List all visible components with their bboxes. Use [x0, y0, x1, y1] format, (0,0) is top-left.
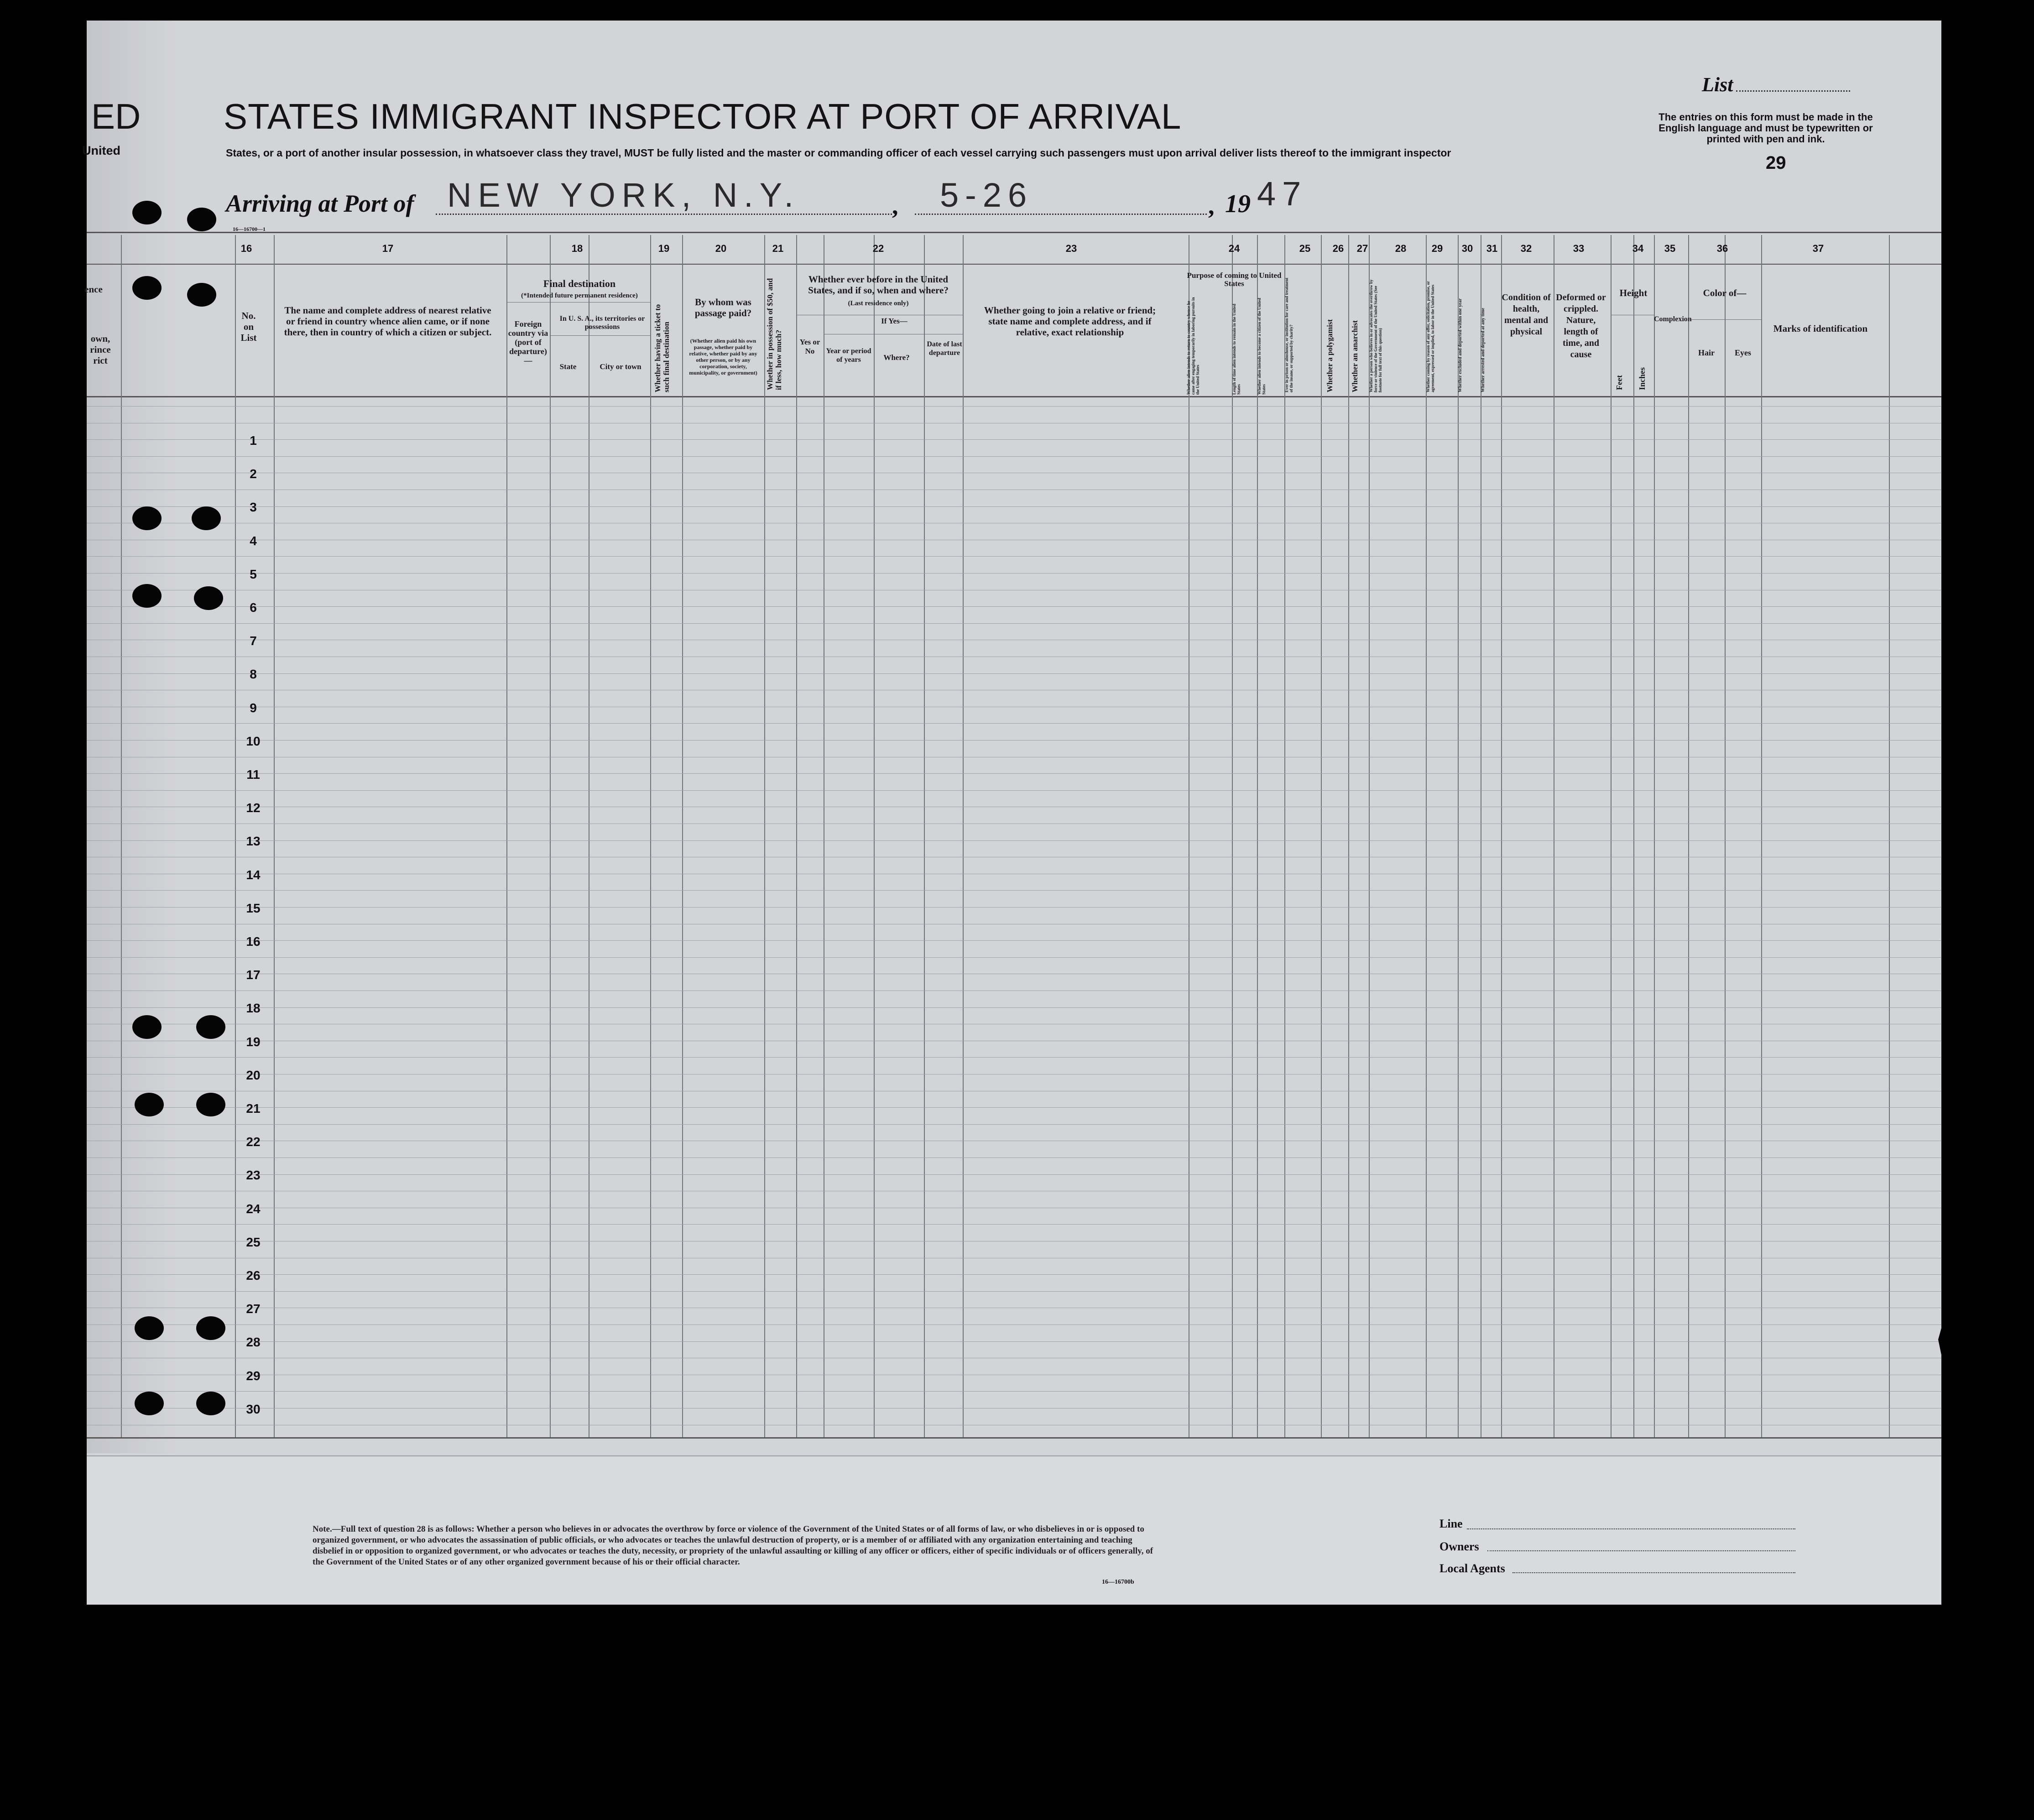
column-number: 32: [1520, 243, 1532, 254]
col24-title: Purpose of coming to United States: [1187, 271, 1282, 288]
ruled-line: [87, 773, 1941, 774]
column-number: 34: [1632, 243, 1644, 254]
ruled-line: [87, 957, 1941, 958]
punch-hole: [135, 1316, 164, 1340]
row-number: 27: [246, 1302, 261, 1316]
form-title: STATES IMMIGRANT INSPECTOR AT PORT OF ARRIVAL: [224, 96, 1182, 136]
column-number: 26: [1332, 243, 1344, 254]
row-number: 21: [246, 1101, 261, 1116]
grid-vertical-line: [1426, 235, 1427, 1437]
ruled-line: [87, 940, 1941, 941]
comma: ,: [1208, 192, 1215, 219]
column-number: 17: [382, 243, 394, 254]
row-number: 28: [246, 1335, 261, 1349]
column-number: 29: [1431, 243, 1443, 254]
ruled-line: [87, 790, 1941, 791]
row-number: 19: [246, 1035, 261, 1049]
column-number: 33: [1573, 243, 1585, 254]
comma: ,: [892, 192, 898, 219]
row-number: 3: [250, 500, 257, 514]
row-number: 18: [246, 1001, 261, 1015]
grid-vertical-line: [1889, 235, 1890, 1437]
cut-fragment: rince: [90, 344, 111, 355]
table-top-rule: [87, 232, 1941, 233]
cut-fragment: rict: [93, 355, 108, 366]
row-number: 30: [246, 1402, 261, 1416]
cut-fragment: ence: [84, 284, 103, 295]
grid-vertical-line: [682, 235, 683, 1437]
grid-vertical-line: [1257, 235, 1258, 1437]
grid-vertical-line: [650, 235, 651, 1437]
ruled-line: [87, 1274, 1941, 1275]
col22-ifyes: If Yes—: [881, 317, 907, 325]
col22-where: Where?: [883, 353, 910, 362]
row-number: 26: [246, 1268, 261, 1283]
col18-usa: In U. S. A., its territories or possessions: [559, 315, 645, 331]
column-number: 16: [240, 243, 252, 254]
column-number: 28: [1395, 243, 1407, 254]
row-number: 11: [246, 767, 260, 782]
year-prefix: 19: [1225, 190, 1251, 218]
ruled-line: [87, 1391, 1941, 1392]
row-number: 5: [250, 567, 257, 581]
column-number: 30: [1461, 243, 1473, 254]
grid-vertical-line: [1232, 235, 1233, 1437]
ruled-line: [87, 740, 1941, 741]
ruled-line: [87, 1341, 1941, 1342]
local-agents-label: Local Agents: [1439, 1562, 1505, 1575]
column-number: 25: [1299, 243, 1311, 254]
form-number: 16—16700b: [1102, 1579, 1134, 1585]
ruled-line: [87, 406, 1941, 407]
form-code: 16—16700—1: [233, 226, 266, 232]
ruled-line: [87, 673, 1941, 674]
ruled-line: [87, 840, 1941, 841]
grid-vertical-line: [1458, 235, 1459, 1437]
grid-vertical-line: [274, 235, 275, 1437]
grid-vertical-line: [1284, 235, 1285, 1437]
cut-united-fragment: United: [82, 144, 120, 157]
grid-vertical-line: [1369, 235, 1370, 1437]
owners-label: Owners: [1439, 1540, 1479, 1553]
col31-header: Whether arrested and deported at any time: [1481, 308, 1486, 392]
punch-hole: [196, 1015, 225, 1039]
list-number-field[interactable]: [1736, 90, 1850, 92]
col18-title: Final destination: [543, 278, 616, 289]
col16-header: No. on List: [240, 310, 257, 343]
column-number: 22: [872, 243, 884, 254]
grid-vertical-line: [506, 235, 507, 1437]
ruled-line: [87, 439, 1941, 440]
local-agents-field[interactable]: [1512, 1572, 1795, 1573]
grid-vertical-line: [235, 235, 236, 1437]
col22-title: Whether ever before in the United States, and if so, when and where?: [808, 274, 949, 296]
ruled-line: [87, 1174, 1941, 1175]
col27-header: Whether an anarchist: [1351, 320, 1359, 392]
col34-feet: Feet: [1615, 375, 1624, 390]
col29-header: Whether coming by reason of any offer, solicitation, promise, or agreement, expressed or implied, to labor in the United States: [1426, 281, 1435, 392]
ruled-line: [87, 1291, 1941, 1292]
col19-header: Whether having a ticket to such final destination: [653, 304, 671, 392]
column-number: 37: [1812, 243, 1824, 254]
col26-header: Whether a polygamist: [1325, 319, 1334, 392]
line-field[interactable]: [1467, 1528, 1795, 1529]
col30-header: Whether excluded and deported within one year: [1458, 298, 1463, 392]
punch-hole: [187, 283, 216, 307]
col24-return: Whether alien intends to return to country whence he came after engaging temporarily in laboring pursuits in the United States: [1186, 297, 1200, 395]
row-number: 4: [250, 534, 257, 548]
form-subtitle: States, or a port of another insular possession, in whatsoever class they travel, MUST be fully listed and the master or commanding officer of each vessel carrying such passengers must upon arrival deliver lists thereof to the immigrant inspector: [226, 147, 1451, 159]
ruled-line: [87, 606, 1941, 607]
column-number: 20: [715, 243, 727, 254]
year-value[interactable]: 47: [1257, 175, 1308, 213]
punch-hole: [194, 586, 223, 610]
col22-note: (Last residence only): [848, 300, 909, 307]
row-number: 9: [250, 701, 257, 715]
grid-vertical-line: [1654, 235, 1655, 1437]
row-number: 15: [246, 901, 261, 915]
cut-fragment: own,: [90, 333, 110, 344]
punch-hole: [132, 506, 162, 530]
column-number: 19: [658, 243, 670, 254]
col18-city: City or town: [600, 362, 641, 371]
row-number: 25: [246, 1235, 261, 1249]
col21-header: Whether in possession of $50, and if less, how much?: [766, 278, 783, 390]
row-number: 16: [246, 934, 261, 949]
col24-length: Length of time alien intends to remain in the United States: [1232, 303, 1241, 395]
owners-field[interactable]: [1487, 1550, 1795, 1551]
column-number: 27: [1356, 243, 1368, 254]
ruled-line: [87, 1057, 1941, 1058]
grid-vertical-line: [1633, 235, 1634, 1437]
grid-vertical-line: [121, 235, 122, 1437]
grid-vertical-line: [1501, 235, 1502, 1437]
column-number: 23: [1065, 243, 1077, 254]
col28-header: Whether a person who believes in or advocates the overthrow by force or violence of the Government of the United States (See footnote for full text of this question): [1369, 279, 1382, 392]
punch-hole: [132, 201, 162, 224]
col18-state: State: [559, 362, 577, 371]
entry-notice: The entries on this form must be made in the English language and must be typewritten or printed with pen and ink.: [1658, 111, 1873, 145]
col36-title: Color of—: [1703, 287, 1747, 298]
ruled-line: [87, 573, 1941, 574]
col35-header: Complexion: [1654, 315, 1692, 323]
col22-date: Date of last departure: [927, 340, 962, 357]
ruled-line: [87, 556, 1941, 557]
col20-title: By whom was passage paid?: [694, 297, 752, 318]
punch-hole: [135, 1392, 164, 1415]
punch-hole: [135, 1093, 164, 1116]
ruled-line: [87, 1007, 1941, 1008]
header-sub-rule: [550, 335, 650, 336]
col23-header: Whether going to join a relative or friend; state name and complete address, and if relative, exact relationship: [984, 305, 1156, 338]
col36-eyes: Eyes: [1735, 348, 1751, 357]
ruled-line: [87, 456, 1941, 457]
ruled-line: [87, 623, 1941, 624]
header-bottom-rule: [87, 396, 1941, 397]
footnote: Note.—Full text of question 28 is as follows: Whether a person who believes in or advocates the overthrow by force or violence of the Government of the United States or of all forms of law, or who disbelieves in or is opposed to organized government, or who advocates the assassination of public officials, or who advocates or teaches the unlawful destruction of property, or is a member of or affiliated with any organization entertaining and teaching disbelief in or opposition to organized government, or who advocates or teaches the duty, necessity, or propriety of the unlawful assaulting or killing of any officer or officers, either of specific individuals or of officers generally, of the Government of the United States or of any other organized government because of his or their official character.: [313, 1524, 1153, 1567]
grid-vertical-line: [1611, 235, 1612, 1437]
column-number: 31: [1486, 243, 1498, 254]
row-number: 14: [246, 868, 261, 882]
column-number: 36: [1716, 243, 1728, 254]
page-edge: [87, 21, 178, 1453]
row-number: 20: [246, 1068, 261, 1082]
grid-vertical-line: [1688, 235, 1689, 1437]
punch-hole: [196, 1316, 225, 1340]
row-number: 17: [246, 968, 261, 982]
punch-hole: [132, 584, 162, 608]
grid-vertical-line: [1321, 235, 1322, 1437]
ruled-line: [87, 506, 1941, 507]
grid-vertical-line: [1348, 235, 1349, 1437]
column-number-rule: [87, 264, 1941, 265]
punch-hole: [187, 208, 216, 231]
col34-title: Height: [1619, 287, 1648, 298]
col18-note: (*Intended future permanent residence): [521, 292, 638, 299]
column-number: 35: [1664, 243, 1676, 254]
col25-header: Ever in prison or almshouse, or institution for care and treatment of the insane, or supported by charity?: [1284, 277, 1293, 392]
ruled-line: [87, 1224, 1941, 1225]
row-number: 12: [246, 801, 261, 815]
ruled-line: [87, 1107, 1941, 1108]
grid-vertical-line: [874, 235, 875, 1437]
column-number: 24: [1228, 243, 1240, 254]
col34-inches: Inches: [1638, 367, 1647, 390]
ruled-line: [87, 723, 1941, 724]
form-sheet: [87, 21, 1941, 1597]
row-number: 23: [246, 1168, 261, 1182]
col36-hair: Hair: [1698, 348, 1715, 357]
column-number: 21: [772, 243, 784, 254]
col24-citizen: Whether alien intends to become a citizen of the United States: [1257, 297, 1266, 395]
list-label: List: [1702, 73, 1733, 96]
header-sub-rule: [1688, 319, 1761, 320]
row-number: 22: [246, 1135, 261, 1149]
col32-header: Condition of health, mental and physical: [1502, 292, 1551, 337]
date-value[interactable]: 5-26: [940, 176, 1033, 214]
punch-hole: [132, 276, 162, 300]
col33-header: Deformed or crippled. Nature, length of time, and cause: [1556, 292, 1606, 360]
row-number: 2: [250, 467, 257, 481]
arriving-label: Arriving at Port of: [226, 190, 414, 217]
row-number: 29: [246, 1369, 261, 1383]
col22-yesno: Yes or No: [799, 338, 820, 355]
col22-period: Year or period of years: [826, 347, 871, 364]
punch-hole: [196, 1392, 225, 1415]
port-value[interactable]: NEW YORK, N.Y.: [447, 176, 800, 214]
ruled-line: [87, 1124, 1941, 1125]
row-number: 10: [246, 734, 261, 748]
cut-title-fragment: ED: [91, 96, 141, 136]
col17-header: The name and complete address of nearest relative or friend in country whence alien came, or if none there, then in country of which a citizen or subject.: [284, 305, 492, 338]
col18-foreign: Foreign country via (port of departure)—: [508, 319, 548, 365]
page-number: 29: [1766, 153, 1786, 173]
grid-vertical-line: [924, 235, 925, 1437]
row-number: 24: [246, 1202, 261, 1216]
row-number: 7: [250, 634, 257, 648]
row-number: 13: [246, 834, 261, 848]
punch-hole: [132, 1015, 162, 1039]
grid-vertical-line: [764, 235, 765, 1437]
col20-note: (Whether alien paid his own passage, whether paid by relative, whether paid by any other person, or by any corporation, society, municipality, or government): [689, 338, 757, 376]
row-number: 8: [250, 667, 257, 681]
row-number: 1: [250, 433, 257, 448]
column-number: 18: [571, 243, 583, 254]
line-label: Line: [1439, 1517, 1463, 1530]
punch-hole: [192, 506, 221, 530]
ruled-line: [87, 890, 1941, 891]
col37-header: Marks of identification: [1773, 323, 1868, 334]
row-number: 6: [250, 600, 257, 615]
grid-vertical-line: [1725, 235, 1726, 1437]
grid-vertical-line: [550, 235, 551, 1437]
grid-vertical-line: [1761, 235, 1762, 1437]
grid-vertical-line: [796, 235, 797, 1437]
punch-hole: [196, 1093, 225, 1116]
table-bottom-rule: [87, 1437, 1941, 1439]
grid-vertical-line: [963, 235, 964, 1437]
